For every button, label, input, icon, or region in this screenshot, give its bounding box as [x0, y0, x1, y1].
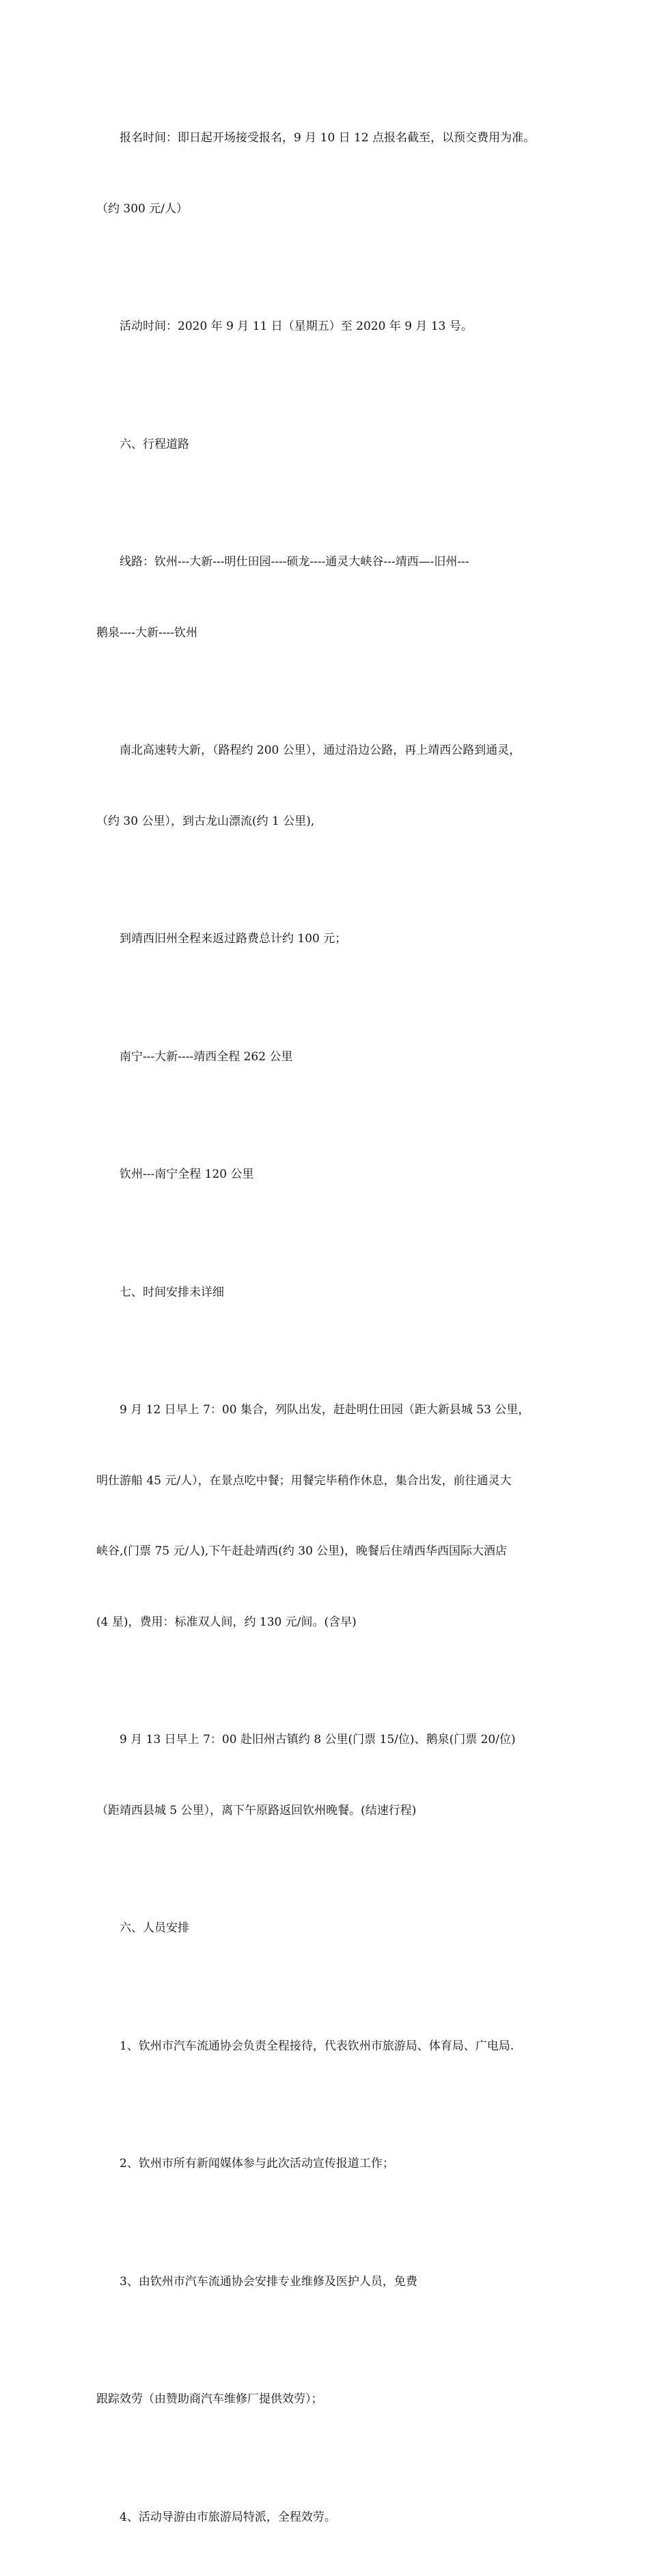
paragraph-distance-nanning: [96, 998, 561, 1116]
text-line: （约 300 元/人）: [96, 197, 561, 221]
section-heading-schedule: [96, 1234, 561, 1352]
text-line: 9 月 13 日早上 7：00 赴旧州古镇约 8 公里(门票 15/位)、鹅泉(门票 20/位): [96, 1728, 561, 1752]
document-page: [0, 0, 649, 840]
list-item-staff-3-continuation: [96, 2340, 561, 2459]
text-line: 峡谷,(门票 75 元/人),下午赶赴靖西(约 30 公里)，晚餐后住靖西华西国际大酒店: [96, 1540, 561, 1563]
text-line: 4、活动导游由市旅游局特派，全程效劳。: [96, 2506, 561, 2530]
paragraph-registration-time: [96, 79, 561, 268]
paragraph-route-detail: [96, 692, 561, 880]
text-line: 鹅泉----大新----钦州: [96, 621, 561, 645]
list-item-staff-3: [96, 2223, 561, 2341]
paragraph-activity-time: [96, 268, 561, 386]
text-line: （约 30 公里），到古龙山漂流(约 1 公里),: [96, 810, 561, 834]
text-line: 2、钦州市所有新闻媒体参与此次活动宣传报道工作；: [96, 2152, 561, 2176]
list-item-staff-2: [96, 2105, 561, 2223]
heading-text: 七、时间安排未详细: [96, 1281, 561, 1305]
text-line: 3、由钦州市汽车流通协会安排专业维修及医护人员，免费: [96, 2270, 561, 2294]
list-item-staff-4: [96, 2459, 561, 2576]
paragraph-distance-qinzhou: [96, 1116, 561, 1234]
text-line: 到靖西旧州全程来返过路费总计约 100 元；: [96, 927, 561, 951]
heading-text: 六、行程道路: [96, 433, 561, 457]
text-line: 1、钦州市汽车流通协会负责全程接待，代表钦州市旅游局、体育局、广电局.: [96, 2035, 561, 2058]
text-line: 明仕游船 45 元/人），在景点吃中餐；用餐完毕稍作休息，集合出发，前往通灵大: [96, 1469, 561, 1493]
text-line: 9 月 12 日早上 7：00 集合，列队出发，赶赴明仕田园（距大新县城 53 公里，: [96, 1398, 561, 1422]
list-item-staff-1: [96, 1987, 561, 2106]
heading-text: 六、人员安排: [96, 1916, 561, 1940]
text-line: （距靖西县城 5 公里），离下午原路返回钦州晚餐。(结速行程): [96, 1799, 561, 1823]
section-heading-route: [96, 386, 561, 504]
paragraph-day-13: [96, 1681, 561, 1869]
text-line: 钦州---南宁全程 120 公里: [96, 1163, 561, 1187]
text-line: 报名时间：即日起开场接受报名，9 月 10 日 12 点报名截至，以预交费用为准。: [96, 126, 561, 150]
text-line: 跟踪效劳（由赞助商汽车维修厂提供效劳）；: [96, 2388, 561, 2411]
text-line: 南北高速转大新，（路程约 200 公里），通过沿边公路，再上靖西公路到通灵，: [96, 739, 561, 763]
text-line: 活动时间：2020 年 9 月 11 日（星期五）至 2020 年 9 月 13 号。: [96, 315, 561, 339]
text-line: 南宁---大新----靖西全程 262 公里: [96, 1045, 561, 1069]
paragraph-toll-cost: [96, 880, 561, 998]
paragraph-route-line: [96, 503, 561, 692]
text-line: 线路：钦州---大新---明仕田园----硕龙----通灵大峡谷---靖西—-旧州---: [96, 550, 561, 574]
text-line: (4 星)，费用：标准双人间，约 130 元/间。(含早): [96, 1611, 561, 1634]
document-body: [96, 79, 561, 2576]
paragraph-day-12: [96, 1351, 561, 1681]
section-heading-staff: [96, 1869, 561, 1987]
